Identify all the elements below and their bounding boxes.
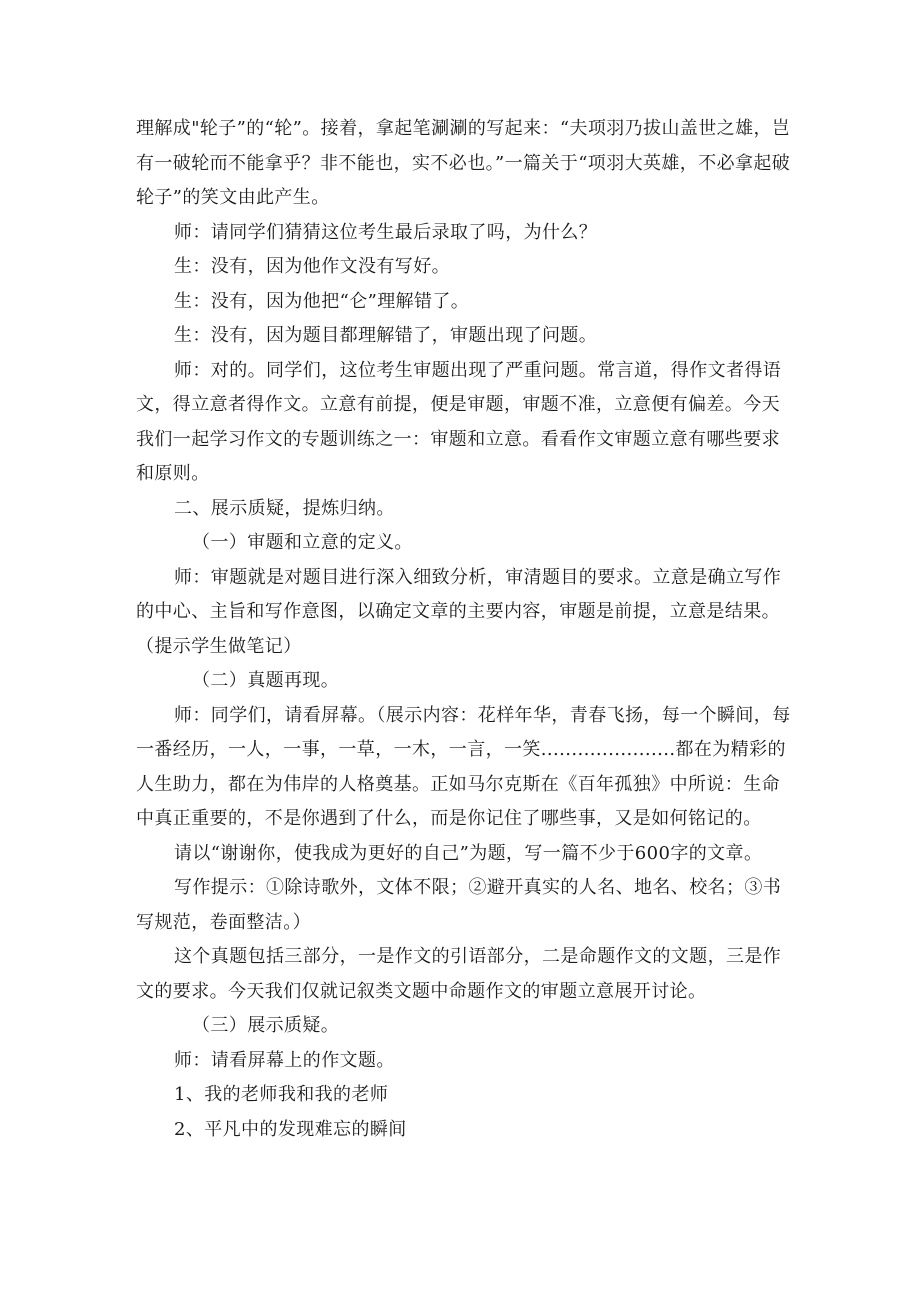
- paragraph: 二、展示质疑，提炼归纳。: [174, 497, 395, 519]
- paragraph: 师：审题就是对题目进行深入细致分析，审清题目的要求。立意是确立写作的中心、主旨和写作意图，以确定文章的主要内容，审题是前提，立意是结果。（提示学生做笔记）: [136, 566, 782, 657]
- document-body: [136, 112, 798, 1147]
- paragraph: 师：请同学们猜猜这位考生最后录取了吗，为什么？: [174, 221, 598, 243]
- paragraph: 2、平凡中的发现难忘的瞬间: [174, 1118, 407, 1140]
- paragraph: 师：对的。同学们，这位考生审题出现了严重问题。常言道，得作文者得语文，得立意者得作文。立意有前提，便是审题，审题不准，立意便有偏差。今天我们一起学习作文的专题训练之一：审题和立意。看看作文审题立意有哪些要求和原则。: [136, 359, 782, 484]
- paragraph: 师：请看屏幕上的作文题。: [174, 1049, 395, 1071]
- paragraph: 理解成"轮子”的“轮”。接着，拿起笔涮涮的写起来：“夫项羽乃拔山盖世之雄，岂有一破轮而不能拿乎？非不能也，实不必也。”一篇关于“项羽大英雄，不必拿起破轮子”的笑文由此产生。: [136, 118, 791, 208]
- paragraph: 生：没有，因为他把“仑”理解错了。: [174, 290, 470, 312]
- paragraph: 生：没有，因为题目都理解错了，审题出现了问题。: [174, 325, 598, 346]
- paragraph: 写作提示：①除诗歌外，文体不限；②避开真实的人名、地名、校名；③书写规范，卷面整洁。）: [136, 877, 782, 933]
- paragraph: 请以“谢谢你，使我成为更好的自己”为题，写一篇不少于600字的文章。: [174, 842, 763, 864]
- paragraph: （二）真题再现。: [192, 670, 340, 691]
- paragraph: （三）展示质疑。: [192, 1015, 340, 1036]
- paragraph: 生：没有，因为他作文没有写好。: [174, 256, 450, 277]
- paragraph: 这个真题包括三部分，一是作文的引语部分，二是命题作文的文题，三是作文的要求。今天我们仅就记叙类文题中命题作文的审题立意展开讨论。: [136, 946, 782, 1002]
- paragraph: （一）审题和立意的定义。: [192, 532, 413, 553]
- paragraph: 师：同学们，请看屏幕。（展示内容：花样年华，青春飞扬，每一个瞬间，每一番经历，一人，一事，一草，一木，一言，一笑......................都在为精彩的人生助力，都在为伟岸的人格奠基。正如马尔克斯在《百年孤独》中所说：生命中真正重要的，不是你遇到了什么，而是你记住了哪些事，又是如何铭记的。: [136, 704, 791, 829]
- paragraph: 1、我的老师我和我的老师: [174, 1084, 389, 1105]
